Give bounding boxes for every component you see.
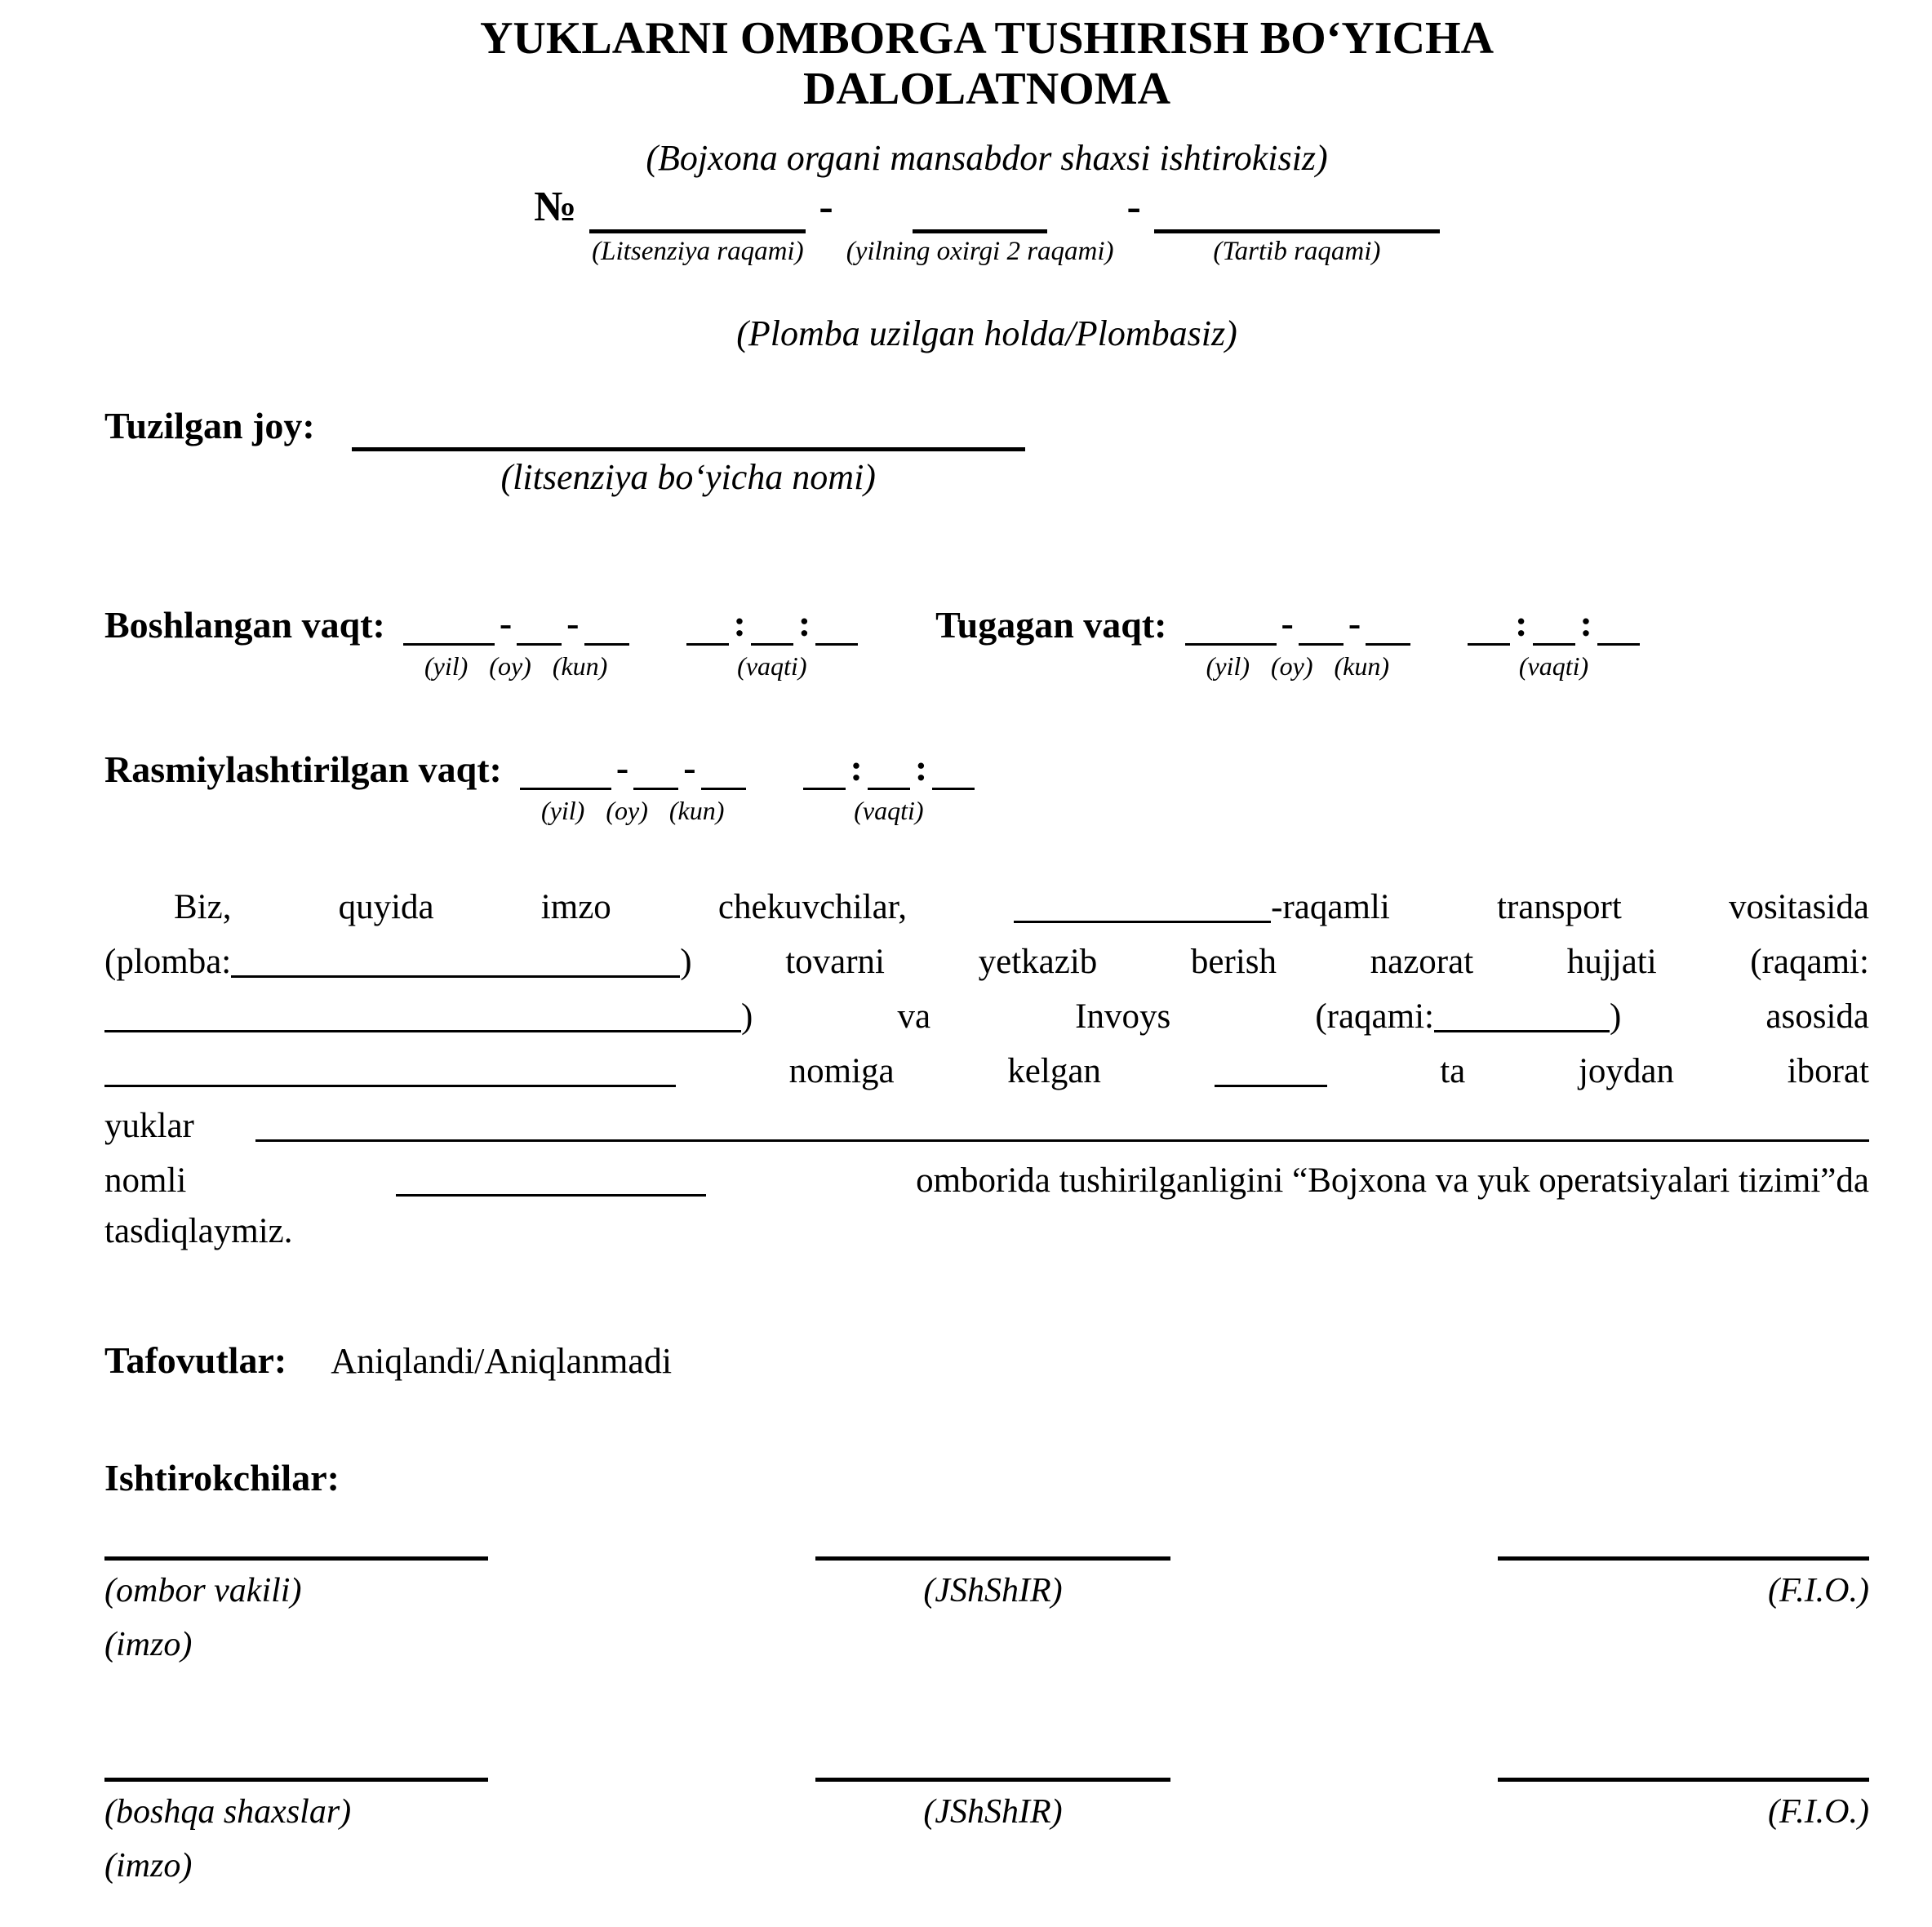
invoice-number-blank[interactable] [1434, 997, 1610, 1032]
signature-blank[interactable] [104, 1773, 488, 1782]
participants-label: Ishtirokchilar: [104, 1457, 340, 1499]
end-datetime-field [1185, 602, 1640, 682]
signature-column-id [815, 1552, 1170, 1614]
license-number-hint: (Litsenziya raqami) [592, 237, 804, 266]
id-blank[interactable] [815, 1552, 1170, 1561]
order-number-blank[interactable] [1154, 189, 1440, 233]
place-label: Tuzilgan joy: [104, 405, 315, 446]
statement-text: hujjati [1566, 943, 1657, 981]
id-blank[interactable] [815, 1773, 1170, 1782]
end-time-group [935, 602, 1640, 682]
statement-line-5 [104, 1102, 1869, 1157]
statement-text: nazorat [1370, 943, 1474, 981]
statement-text: va [897, 997, 931, 1036]
statement-text: Biz, [174, 888, 232, 926]
year-digits-hint: (yilning oxirgi 2 raqami) [846, 237, 1114, 266]
seal-number-blank[interactable] [231, 943, 680, 978]
statement-text: imzo [540, 888, 611, 926]
statement-text: Invoys [1075, 997, 1171, 1036]
registered-hour-blank[interactable] [803, 752, 846, 790]
end-minute-blank[interactable] [1533, 607, 1575, 646]
page-subtitle: (Bojxona organi mansabdor shaxsi ishtirokisiz) [646, 138, 1328, 178]
year-digits-blank[interactable] [913, 189, 1047, 233]
registered-second-blank[interactable] [932, 752, 975, 790]
date-separator: - [1348, 602, 1361, 644]
signature-hint: (imzo) [104, 1626, 193, 1663]
statement-text: (plomba: [104, 943, 232, 981]
statement-text: nomiga [788, 1052, 895, 1090]
start-time-group [104, 602, 858, 682]
number-separator: - [1126, 184, 1141, 230]
place-row [104, 403, 1869, 498]
end-year-blank[interactable] [1185, 607, 1277, 646]
statement-text: -raqamli [1271, 888, 1390, 926]
differences-label: Tafovutlar: [104, 1339, 287, 1381]
number-symbol: № [534, 184, 577, 230]
start-hour-blank[interactable] [686, 607, 729, 646]
end-second-blank[interactable] [1597, 607, 1640, 646]
order-number-column [1154, 184, 1440, 267]
statement-text: transport [1496, 888, 1622, 926]
statement-text: ) [741, 997, 753, 1036]
registered-month-blank[interactable] [633, 752, 678, 790]
statement-text: ta [1440, 1052, 1466, 1090]
times-row [104, 602, 1869, 682]
end-hour-blank[interactable] [1468, 607, 1510, 646]
license-number-column [589, 184, 806, 267]
day-hint: (kun) [552, 651, 608, 681]
statement-text: omborida tushirilganligini “Bojxona va yuk operatsiyalari tizimi”da [916, 1161, 1869, 1200]
statement-text: (raqami: [1315, 997, 1434, 1036]
statement-line-2 [104, 938, 1869, 992]
time-hint: (vaqti) [1518, 651, 1589, 681]
date-separator: - [683, 747, 696, 788]
document-number-row [104, 184, 1869, 267]
registered-time-label: Rasmiylashtirilgan vaqt: [104, 748, 502, 790]
year-hint: (yil) [424, 651, 469, 681]
time-separator: : [850, 747, 863, 788]
month-hint: (oy) [489, 651, 531, 681]
place-blank[interactable] [352, 408, 1025, 451]
warehouse-name-blank[interactable] [396, 1161, 706, 1197]
start-day-blank[interactable] [584, 607, 629, 646]
month-hint: (oy) [1270, 651, 1313, 681]
statement-text: chekuvchilar, [717, 888, 908, 926]
statement-text: yetkazib [978, 943, 1098, 981]
statement-text: joydan [1578, 1052, 1674, 1090]
start-time-label: Boshlangan vaqt: [104, 604, 385, 646]
role-hint: (ombor vakili) [104, 1572, 302, 1610]
statement-text: ) [1609, 997, 1622, 1036]
statement-text: iborat [1787, 1052, 1869, 1090]
end-clock [1468, 602, 1640, 682]
start-month-blank[interactable] [517, 607, 562, 646]
seal-number-unit [104, 938, 692, 982]
year-hint: (yil) [541, 796, 585, 825]
statement-line-1 [104, 883, 1869, 938]
page-title-line1: YUKLARNI OMBORGA TUSHIRISH BO‘YICHA [479, 13, 1495, 64]
signature-column-name [1498, 1552, 1869, 1614]
role-hint: (boshqa shaxslar) [104, 1793, 352, 1831]
package-count-blank[interactable] [1215, 1052, 1327, 1087]
control-doc-number-blank[interactable] [104, 997, 741, 1032]
statement-line-3 [104, 992, 1869, 1047]
statement-text: tovarni [785, 943, 886, 981]
date-separator: - [615, 747, 629, 788]
consignee-name-blank[interactable] [104, 1052, 676, 1087]
participant-row-1 [104, 1552, 1869, 1668]
signature-column-id [815, 1773, 1170, 1836]
end-date [1185, 602, 1411, 682]
time-separator: : [797, 602, 811, 644]
statement-text: yuklar [104, 1107, 194, 1145]
statement-text: berish [1190, 943, 1277, 981]
signature-hint: (imzo) [104, 1847, 193, 1885]
place-column [352, 403, 1025, 498]
control-doc-number-unit [104, 992, 753, 1037]
statement-line-6 [104, 1157, 1869, 1211]
time-separator: : [733, 602, 746, 644]
date-separator: - [1281, 602, 1294, 644]
signature-column-role [104, 1552, 488, 1668]
id-hint: (JShShIR) [923, 1572, 1063, 1610]
statement-line-7 [104, 1211, 1869, 1266]
name-hint: (F.I.O.) [1767, 1793, 1869, 1831]
statement-text: nomli [104, 1161, 187, 1200]
statement-text: kelgan [1007, 1052, 1101, 1090]
name-hint: (F.I.O.) [1767, 1572, 1869, 1610]
time-separator: : [914, 747, 928, 788]
transport-number-blank[interactable] [1014, 888, 1271, 923]
place-hint: (litsenziya bo‘yicha nomi) [500, 457, 876, 497]
start-date [403, 602, 629, 682]
transport-number-unit [1014, 883, 1390, 927]
year-hint: (yil) [1206, 651, 1250, 681]
registered-date [520, 747, 746, 826]
signature-blank[interactable] [104, 1552, 488, 1561]
start-minute-blank[interactable] [751, 607, 793, 646]
statement-text: tasdiqlaymiz. [104, 1212, 293, 1250]
registered-time-group [104, 747, 1869, 826]
start-datetime-field [403, 602, 858, 682]
time-separator: : [1579, 602, 1592, 644]
date-separator: - [499, 602, 513, 644]
registered-minute-blank[interactable] [868, 752, 910, 790]
signature-column-name [1498, 1773, 1869, 1836]
time-hint: (vaqti) [854, 796, 924, 825]
name-blank[interactable] [1498, 1552, 1869, 1561]
date-separator: - [566, 602, 580, 644]
order-number-hint: (Tartib raqami) [1213, 237, 1381, 266]
participant-row-2 [104, 1773, 1869, 1889]
differences-row [104, 1338, 1869, 1383]
end-day-blank[interactable] [1366, 607, 1410, 646]
license-number-blank[interactable] [589, 189, 806, 233]
registered-year-blank[interactable] [520, 752, 611, 790]
number-separator: - [819, 184, 833, 230]
start-second-blank[interactable] [815, 607, 858, 646]
statement-paragraph [104, 883, 1869, 1266]
year-digits-column [846, 184, 1114, 267]
time-hint: (vaqti) [737, 651, 807, 681]
day-hint: (kun) [668, 796, 725, 825]
invoice-number-unit [1315, 992, 1621, 1037]
cargo-description-blank[interactable] [255, 1107, 1869, 1142]
statement-text: (raqami: [1750, 943, 1869, 981]
statement-text: asosida [1765, 997, 1869, 1036]
time-separator: : [1515, 602, 1528, 644]
registered-day-blank[interactable] [701, 752, 746, 790]
id-hint: (JShShIR) [923, 1793, 1063, 1831]
statement-text: quyida [338, 888, 434, 926]
start-year-blank[interactable] [403, 607, 495, 646]
end-time-label: Tugagan vaqt: [935, 604, 1167, 646]
name-blank[interactable] [1498, 1773, 1869, 1782]
start-clock [686, 602, 859, 682]
statement-text: vositasida [1728, 888, 1869, 926]
statement-line-4 [104, 1047, 1869, 1102]
seal-note: (Plomba uzilgan holda/Plombasiz) [736, 313, 1237, 353]
day-hint: (kun) [1334, 651, 1389, 681]
statement-text: ) [680, 943, 692, 981]
signature-column-role [104, 1773, 488, 1889]
registered-datetime-field [520, 747, 975, 826]
page-title-line2: DALOLATNOMA [802, 64, 1171, 114]
differences-value: Aniqlandi/Aniqlanmadi [331, 1341, 673, 1381]
month-hint: (oy) [606, 796, 648, 825]
registered-clock [803, 747, 975, 826]
end-month-blank[interactable] [1299, 607, 1344, 646]
